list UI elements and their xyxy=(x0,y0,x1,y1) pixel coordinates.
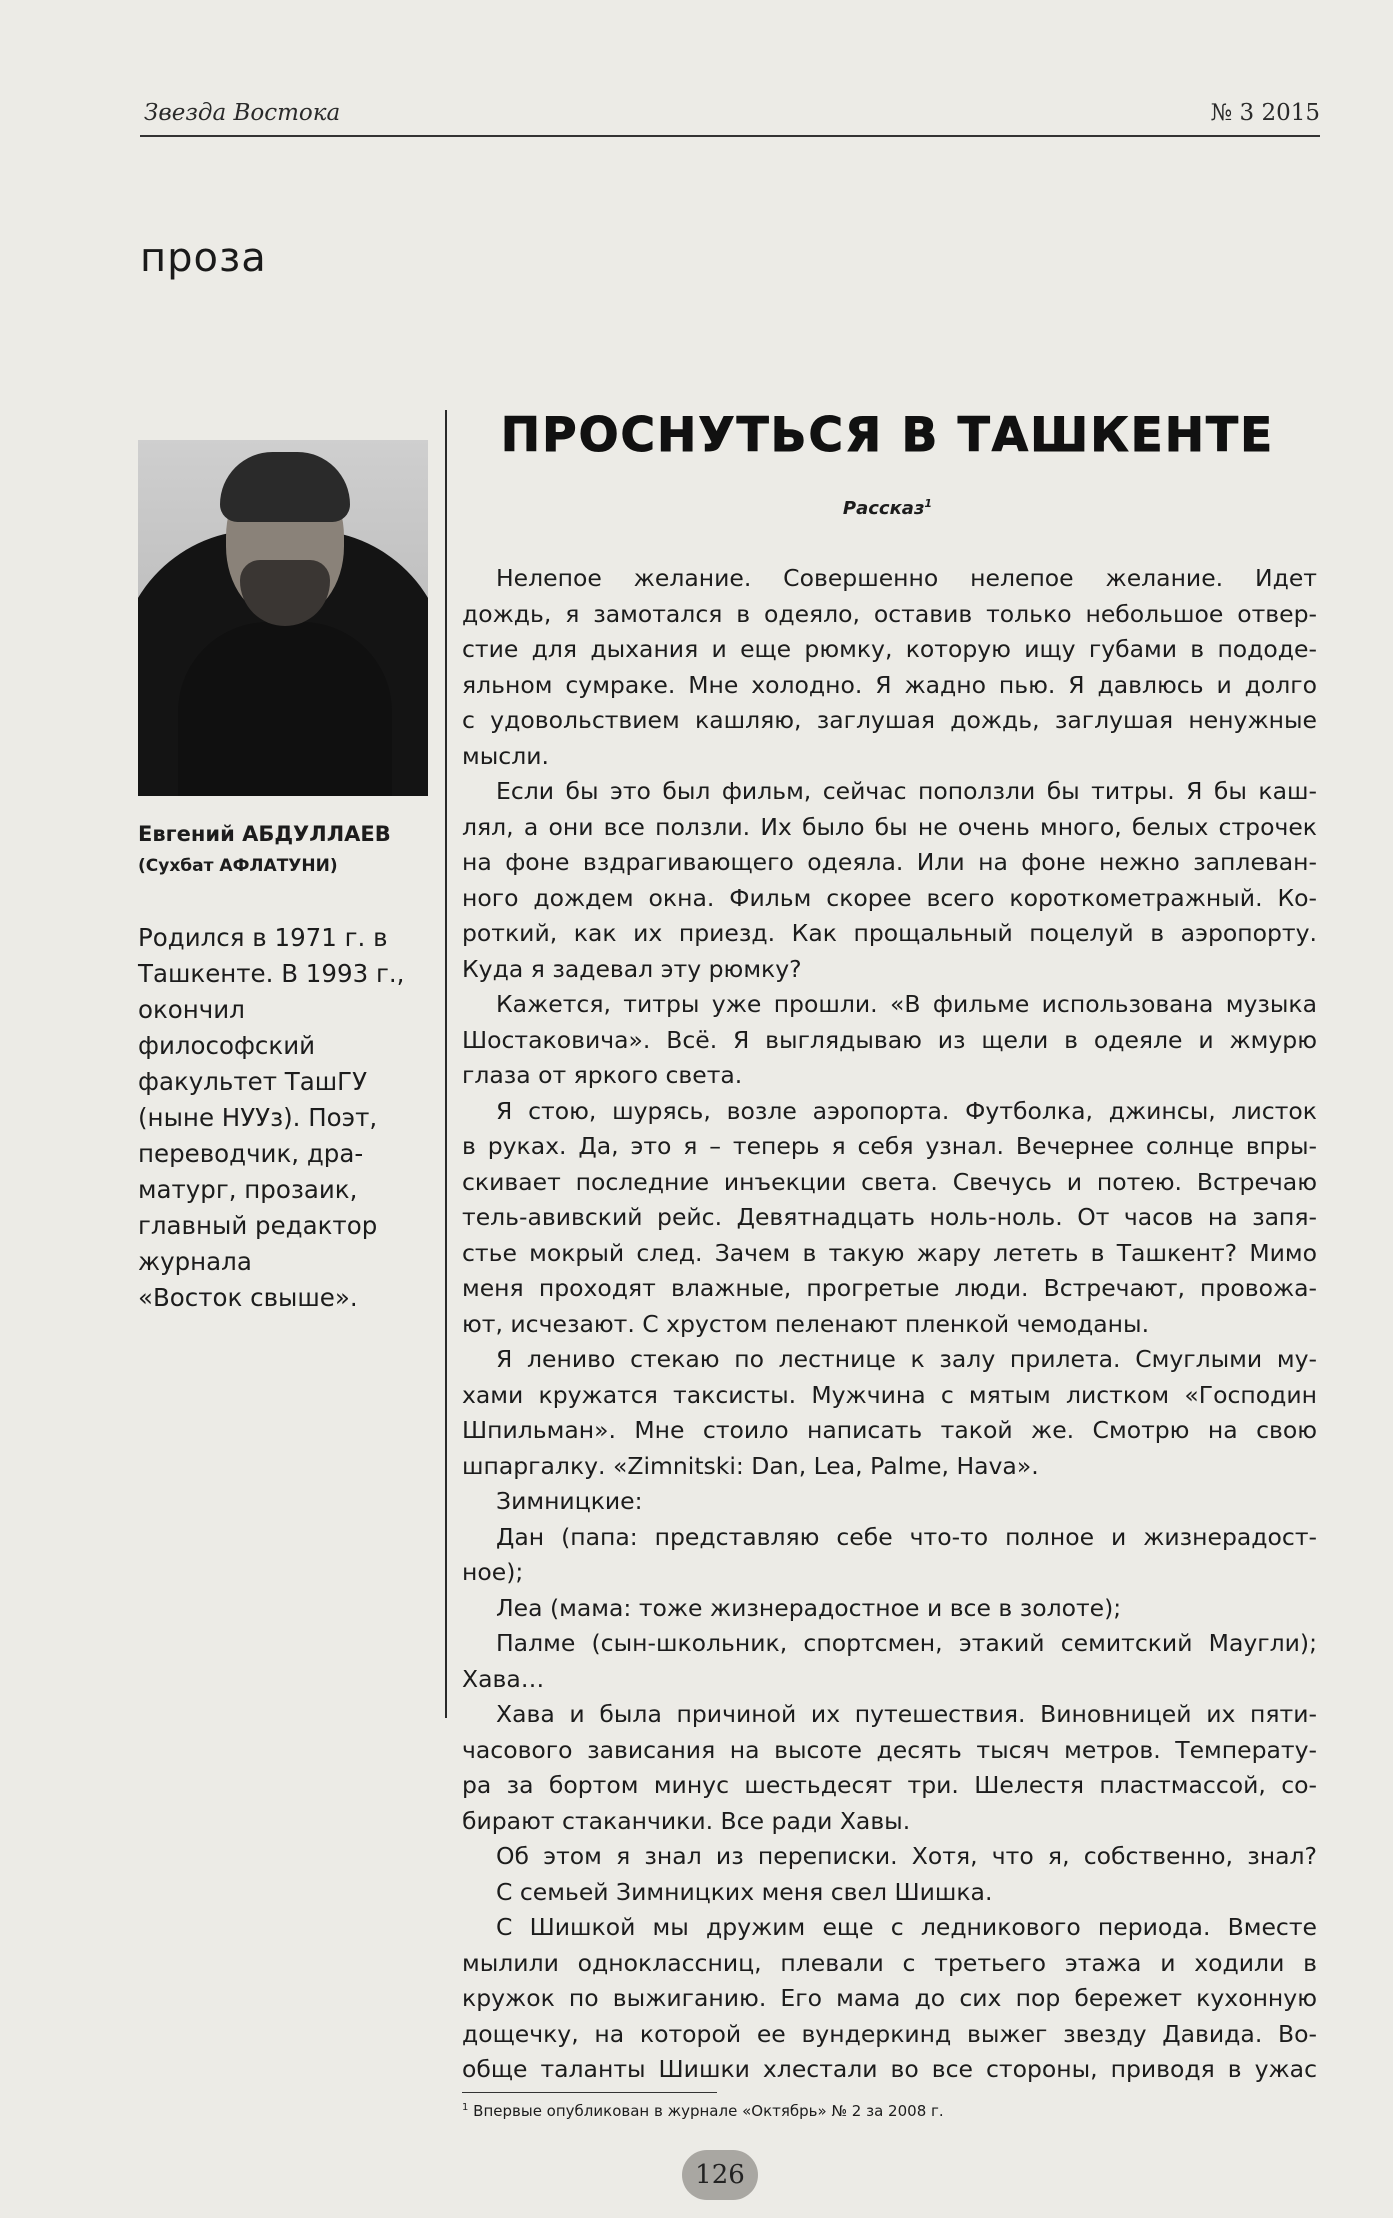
column-divider xyxy=(445,410,447,1718)
body-line: стье мокрый след. Зачем в такую жару лететь в Ташкент? Мимо xyxy=(462,1238,1317,1267)
body-line: Куда я задевал эту рюмку? xyxy=(462,954,802,983)
issue-number: № 3 2015 xyxy=(1210,100,1320,126)
body-line: Хава… xyxy=(462,1664,545,1693)
running-header xyxy=(140,96,1320,136)
bio-line: матург, прозаик, xyxy=(138,1175,358,1204)
body-line: С семьей Зимницких меня свел Шишка. xyxy=(496,1877,993,1906)
body-line: с удовольствием кашляю, заглушая дождь, заглушая ненужные xyxy=(462,706,1317,734)
body-line: ного дождем окна. Фильм скорее всего короткометражный. Ко- xyxy=(462,883,1317,912)
body-line: в руках. Да, это я – теперь я себя узнал. Вечернее солнце впры- xyxy=(462,1132,1317,1160)
body-line: Нелепое желание. Совершенно нелепое желание. Идет xyxy=(496,564,1317,592)
body-line: на фоне вздрагивающего одеяла. Или на фоне нежно заплеван- xyxy=(462,848,1317,876)
author-pseudonym: (Сухбат АФЛАТУНИ) xyxy=(138,856,338,876)
body-line: меня проходят влажные, прогретые люди. Встречают, провожа- xyxy=(462,1274,1317,1302)
body-line: Хава и была причиной их путешествия. Виновницей их пяти- xyxy=(496,1700,1317,1728)
body-line: Дан (папа: представляю себе что-то полное и жизнерадост- xyxy=(496,1522,1317,1551)
bio-line: философский xyxy=(138,1031,316,1060)
genre-text: Рассказ xyxy=(842,498,925,519)
body-line: ют, исчезают. С хрустом пеленают пленкой чемоданы. xyxy=(462,1309,1150,1338)
body-line: мысли. xyxy=(462,741,549,770)
bio-line: «Восток свыше». xyxy=(138,1283,358,1312)
body-line: стие для дыхания и еще рюмку, которую ищу губами в пододе- xyxy=(462,635,1317,663)
bio-line: журнала xyxy=(138,1247,252,1276)
body-line: яльном сумраке. Мне холодно. Я жадно пью. Я давлюсь и долго xyxy=(462,670,1317,699)
journal-name: Звезда Востока xyxy=(144,100,341,126)
story-title: ПРОСНУТЬСЯ В ТАШКЕНТЕ xyxy=(500,408,1275,463)
body-line: ное); xyxy=(462,1558,524,1586)
body-line: часового зависания на высоте десять тысяч метров. Температу- xyxy=(462,1735,1317,1764)
bio-line: Родился в 1971 г. в xyxy=(138,923,388,952)
body-line: скивает последние инъекции света. Свечусь и потею. Встречаю xyxy=(462,1167,1317,1196)
footnote-rule xyxy=(462,2092,717,2093)
genre-footnote-mark: 1 xyxy=(924,497,933,510)
footnote-text: Впервые опубликован в журнале «Октябрь» № 2 за 2008 г. xyxy=(473,2102,944,2120)
genre-label xyxy=(460,497,1315,519)
page-number: 126 xyxy=(682,2150,758,2200)
bio-line: Ташкенте. В 1993 г., xyxy=(138,959,405,988)
body-line: Зимницкие: xyxy=(496,1487,643,1515)
body-line: Если бы это был фильм, сейчас поползли бы титры. Я бы каш- xyxy=(496,777,1317,805)
bio-line: окончил xyxy=(138,995,245,1024)
footnote xyxy=(462,2102,1322,2120)
bio-line: (ныне НУУз). Поэт, xyxy=(138,1103,378,1132)
body-line: ра за бортом минус шестьдесят три. Шелестя пластмассой, со- xyxy=(462,1771,1317,1799)
body-line: С Шишкой мы дружим еще с ледникового периода. Вместе xyxy=(496,1913,1317,1941)
body-line: Я лениво стекаю по лестнице к залу прилета. Смуглыми му- xyxy=(496,1345,1317,1373)
body-line: дощечку, на которой ее вундеркинд выжег звезду Давида. Во- xyxy=(462,2019,1317,2048)
bio-line: главный редактор xyxy=(138,1211,378,1240)
body-line: Леа (мама: тоже жизнерадостное и все в золоте); xyxy=(496,1593,1122,1622)
body-line: Палме (сын-школьник, спортсмен, этакий семитский Маугли); xyxy=(496,1629,1317,1657)
body-line: Кажется, титры уже прошли. «В фильме использована музыка xyxy=(496,990,1317,1018)
body-line: глаза от яркого света. xyxy=(462,1061,743,1089)
body-line: дождь, я замотался в одеяло, оставив только небольшое отвер- xyxy=(462,599,1317,628)
body-line: роткий, как их приезд. Как прощальный поцелуй в аэропорту. xyxy=(462,919,1317,947)
author-name: Евгений АБДУЛЛАЕВ xyxy=(138,822,391,846)
body-line: тель-авивский рейс. Девятнадцать ноль-ноль. От часов на запя- xyxy=(462,1203,1317,1231)
bio-line: факультет ТашГУ xyxy=(138,1067,368,1096)
author-photo xyxy=(138,440,428,796)
body-line: шпаргалку. «Zimnitski: Dan, Lea, Palme, Hava». xyxy=(462,1451,1039,1480)
body-line: кружок по выжиганию. Его мама до сих пор бережет кухонную xyxy=(462,1984,1317,2012)
body-line: обще таланты Шишки хлестали во все стороны, приводя в ужас xyxy=(462,2055,1317,2083)
body-line: Я стою, шурясь, возле аэропорта. Футболка, джинсы, листок xyxy=(496,1096,1317,1125)
body-line: Шпильман». Мне стоило написать такой же. Смотрю на свою xyxy=(462,1416,1317,1444)
body-line: бирают стаканчики. Все ради Хавы. xyxy=(462,1806,911,1835)
body-line: мылили одноклассниц, плевали с третьего этажа и ходили в xyxy=(462,1948,1317,1977)
section-label: проза xyxy=(140,235,267,281)
body-line: Об этом я знал из переписки. Хотя, что я, собственно, знал? xyxy=(496,1842,1317,1870)
story-body xyxy=(462,561,1317,2088)
footnote-mark: 1 xyxy=(462,2102,469,2113)
body-line: хами кружатся таксисты. Мужчина с мятым листком «Господин xyxy=(462,1380,1317,1409)
body-line: лял, а они все ползли. Их было бы не очень много, белых строчек xyxy=(462,812,1317,841)
header-rule xyxy=(140,135,1320,137)
bio-line: переводчик, дра- xyxy=(138,1139,364,1168)
body-line: Шостаковича». Всё. Я выглядываю из щели в одеяле и жмурю xyxy=(462,1025,1317,1054)
author-bio xyxy=(138,920,428,1316)
